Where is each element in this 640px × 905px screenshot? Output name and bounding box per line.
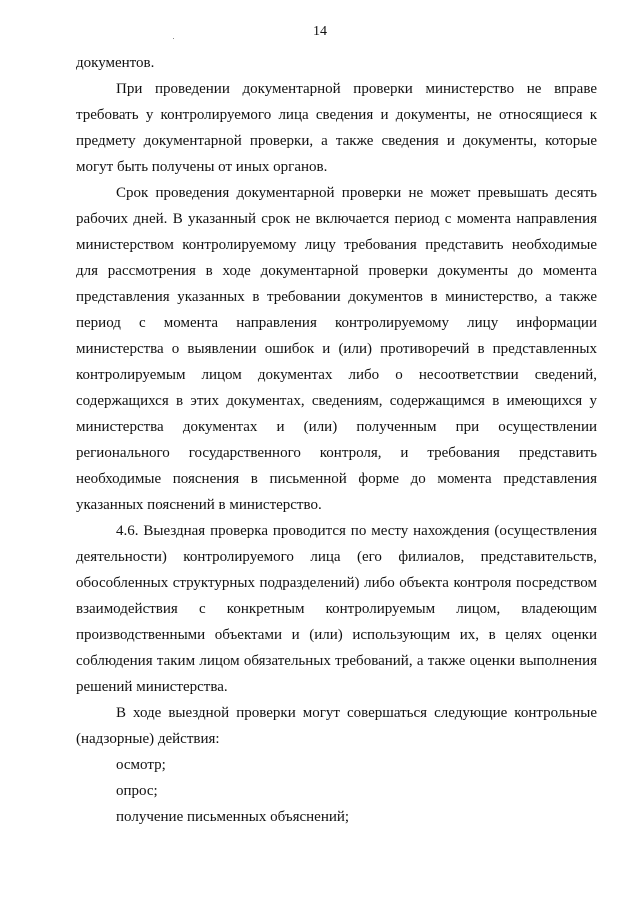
list-item-survey: опрос; — [116, 783, 158, 799]
paragraph-documentary-check-restrictions: При проведении документарной проверки министерство не вправе требовать у контролируемого лица сведения и документы, не относящиеся к предмету документарной проверки, а также сведения и документы, которые могут быть получены от иных органов. — [76, 81, 597, 175]
page-number: 14 — [313, 24, 327, 39]
paragraph-onsite-check-actions-intro: В ходе выездной проверки могут совершаться следующие контрольные (надзорные) действия: — [76, 705, 597, 747]
list-item-written-explanations: получение письменных объяснений; — [116, 809, 350, 825]
list-item-inspection: осмотр; — [116, 757, 166, 773]
paragraph-onsite-check-definition: 4.6. Выездная проверка проводится по месту нахождения (осуществления деятельности) контролируемого лица (его филиалов, представительств, обособленных структурных подразделений) либо объекта контроля посредством взаимодействия с конкретным контролируемым лицом, владеющим производственными объектами и (или) использующим их, в целях оценки соблюдения таким лицом обязательных требований, а также оценки выполнения решений министерства. — [76, 523, 597, 695]
document-body — [76, 50, 597, 830]
paragraph-documentary-check-term: Срок проведения документарной проверки не может превышать десять рабочих дней. В указанный срок не включается период с момента направления министерством контролируемому лицу требования представить необходимые для рассмотрения в ходе документарной проверки документы до момента представления указанных в требовании документов в министерство, а также период с момента направления контролируемому лицу информации министерства о выявлении ошибок и (или) противоречий в представленных контролируемым лицом документах либо о несоответствии сведений, содержащихся в этих документах, сведениям, содержащимся в имеющихся у министерства документах и (или) полученным при осуществлении регионального государственного контроля, и требования представить необходимые пояснения в письменной форме до момента представления указанных пояснений в министерство. — [76, 185, 597, 513]
paragraph-continuation: документов. — [76, 55, 155, 71]
scan-artifact-dot — [173, 38, 174, 39]
